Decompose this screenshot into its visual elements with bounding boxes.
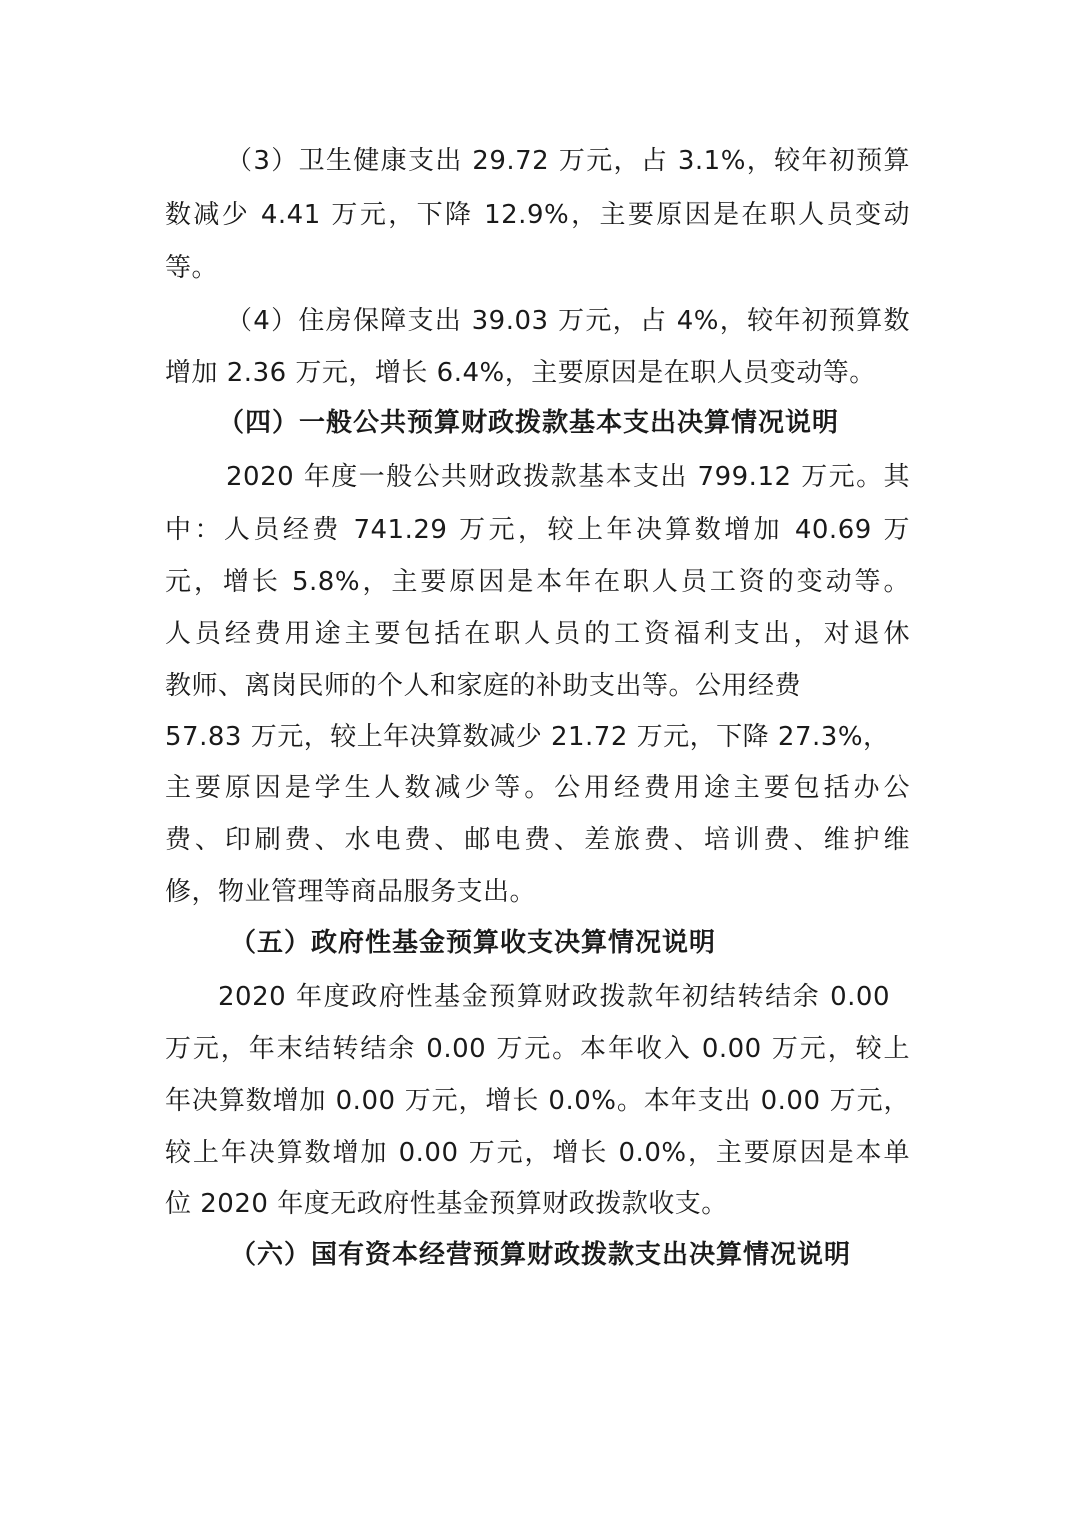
paragraph-housing-line-2: 增加 2.36 万元，增长 6.4%，主要原因是在职人员变动等。	[165, 358, 876, 388]
paragraph-basic-line-3: 元，增长 5.8%，主要原因是本年在职人员工资的变动等。	[165, 567, 910, 597]
paragraph-basic-line-1: 2020 年度一般公共财政拨款基本支出 799.12 万元。其	[226, 462, 910, 492]
paragraph-basic-line-2: 中：人员经费 741.29 万元，较上年决算数增加 40.69 万	[165, 515, 910, 545]
paragraph-fund-line-1: 2020 年度政府性基金预算财政拨款年初结转结余 0.00	[218, 982, 890, 1012]
paragraph-health-line-1: （3）卫生健康支出 29.72 万元，占 3.1%，较年初预算	[226, 146, 910, 176]
paragraph-fund-line-3: 年决算数增加 0.00 万元，增长 0.0%。本年支出 0.00 万元，	[165, 1086, 910, 1116]
paragraph-housing-line-1: （4）住房保障支出 39.03 万元，占 4%，较年初预算数	[226, 306, 910, 336]
paragraph-basic-line-6: 57.83 万元，较上年决算数减少 21.72 万元，下降 27.3%，	[165, 722, 890, 752]
paragraph-basic-line-7: 主要原因是学生人数减少等。公用经费用途主要包括办公	[165, 773, 910, 803]
paragraph-basic-line-9: 修，物业管理等商品服务支出。	[165, 877, 537, 907]
paragraph-fund-line-5: 位 2020 年度无政府性基金预算财政拨款收支。	[165, 1189, 728, 1219]
paragraph-health-line-2: 数减少 4.41 万元，下降 12.9%，主要原因是在职人员变动	[165, 200, 910, 230]
paragraph-fund-line-2: 万元，年末结转结余 0.00 万元。本年收入 0.00 万元，较上	[165, 1034, 910, 1064]
paragraph-basic-line-8: 费、印刷费、水电费、邮电费、差旅费、培训费、维护维	[165, 825, 910, 855]
section-heading-state-capital: （六）国有资本经营预算财政拨款支出决算情况说明	[230, 1240, 852, 1270]
section-heading-government-fund: （五）政府性基金预算收支决算情况说明	[230, 928, 717, 958]
paragraph-health-line-3: 等。	[165, 253, 219, 283]
section-heading-basic-expenditure: （四）一般公共预算财政拨款基本支出决算情况说明	[218, 408, 840, 438]
paragraph-basic-line-5: 教师、离岗民师的个人和家庭的补助支出等。公用经费	[165, 671, 802, 701]
paragraph-basic-line-4: 人员经费用途主要包括在职人员的工资福利支出，对退休	[165, 619, 910, 649]
paragraph-fund-line-4: 较上年决算数增加 0.00 万元，增长 0.0%，主要原因是本单	[165, 1138, 910, 1168]
